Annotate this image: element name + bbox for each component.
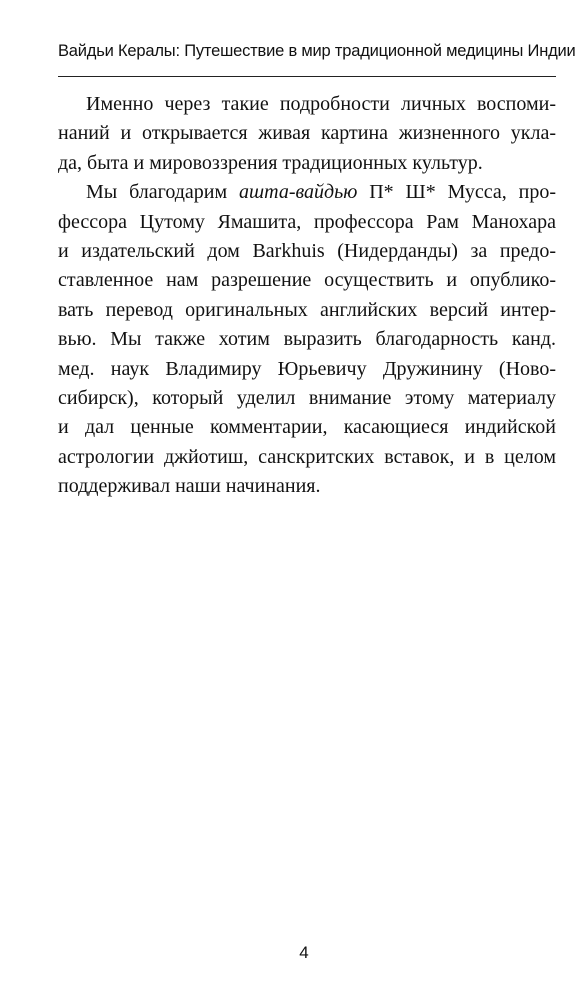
paragraph-2 (58, 178, 556, 501)
text-line: вью. Мы также хотим выразить благодарность канд. (58, 328, 556, 351)
text-line: ставленное нам разрешение осуществить и опублико- (58, 269, 556, 292)
text-run: П* Ш* Мусса, про- (357, 181, 556, 204)
page-number: 4 (299, 943, 309, 962)
text-run: Мы благодарим (86, 181, 240, 204)
text-line: вать перевод оригинальных английских версий интер- (58, 298, 556, 321)
text-line: Именно через такие подробности личных воспоми- (86, 93, 556, 115)
text-line: и дал ценные комментарии, касающиеся индийской (58, 416, 556, 439)
paragraph-1 (58, 90, 556, 178)
italic-term: ашта-вайдью (239, 181, 358, 204)
text-line: наний и открывается живая картина жизненного укла- (58, 122, 556, 145)
text-line: фессора Цутому Ямашита, профессора Рам Манохара (58, 210, 556, 233)
header-rule (58, 76, 556, 77)
body-text (58, 90, 556, 502)
text-line: астрологии джйотиш, санскритских вставок, и в целом (58, 445, 556, 468)
text-line (58, 178, 556, 207)
text-line: да, быта и мировоззрения традиционных культур. (58, 151, 483, 174)
text-line: поддерживал наши начинания. (58, 475, 321, 498)
text-line: сибирск), который уделил внимание этому материалу (58, 387, 556, 410)
text-line: мед. наук Владимиру Юрьевичу Дружинину (Ново- (58, 357, 556, 380)
text-line: и издательский дом Barkhuis (Нидерданды) за предо- (58, 240, 556, 263)
running-header: Вайдьи Кералы: Путешествие в мир традиционной медицины Индии (58, 42, 576, 60)
